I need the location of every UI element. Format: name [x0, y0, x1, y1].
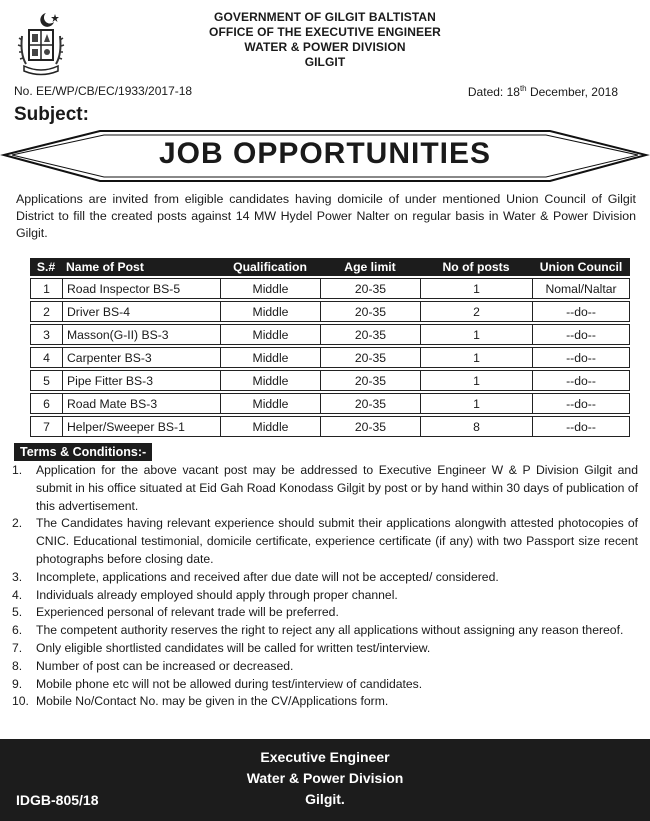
term-text: Mobile phone etc will not be allowed during test/interview of candidates. [36, 676, 423, 691]
signatory-city: Gilgit. [305, 791, 345, 807]
list-item [12, 622, 638, 640]
cell-posts: 1 [420, 370, 532, 391]
table-row [30, 393, 630, 414]
term-number: 6. [12, 623, 23, 638]
header-qualification: Qualification [220, 258, 320, 276]
posts-table [30, 256, 630, 439]
term-number: 4. [12, 587, 23, 602]
cell-age: 20-35 [320, 301, 420, 322]
date-suffix-ordinal: th [519, 84, 527, 93]
list-item [12, 604, 638, 622]
cell-union-council: --do-- [532, 393, 630, 414]
list-item [12, 515, 638, 568]
term-text: The competent authority reserves the right to reject any all applications without assigning any reason thereof. [36, 623, 624, 638]
cell-sno: 5 [30, 370, 62, 391]
header-division: WATER & POWER DIVISION [244, 40, 406, 54]
term-number: 5. [12, 605, 23, 620]
header-office: OFFICE OF THE EXECUTIVE ENGINEER [209, 25, 441, 39]
term-number: 1. [12, 463, 23, 477]
term-number: 2. [12, 516, 23, 531]
term-number: 8. [12, 658, 23, 673]
terms-list [12, 462, 638, 711]
term-text: Incomplete, applications and received after due date will not be accepted/ considered. [36, 569, 499, 584]
cell-posts: 1 [420, 324, 532, 345]
header-post: Name of Post [62, 258, 220, 276]
cell-post: Helper/Sweeper BS-1 [62, 416, 220, 437]
cell-union-council: --do-- [532, 347, 630, 368]
table-row [30, 347, 630, 368]
cell-sno: 1 [30, 278, 62, 299]
cell-sno: 3 [30, 324, 62, 345]
cell-union-council: --do-- [532, 416, 630, 437]
signatory-division: Water & Power Division [246, 770, 404, 786]
list-item [12, 462, 638, 515]
cell-union-council: --do-- [532, 370, 630, 391]
cell-sno: 6 [30, 393, 62, 414]
table-row [30, 324, 630, 345]
date-rest: December, 2018 [526, 85, 618, 99]
letterhead [0, 10, 650, 70]
header-posts: No of posts [420, 258, 532, 276]
cell-post: Masson(G-II) BS-3 [62, 324, 220, 345]
cell-qualification: Middle [220, 324, 320, 345]
cell-qualification: Middle [220, 278, 320, 299]
subject-label: Subject: [14, 104, 89, 125]
term-number: 10. [12, 694, 29, 709]
cell-qualification: Middle [220, 370, 320, 391]
list-item [12, 676, 638, 694]
cell-age: 20-35 [320, 278, 420, 299]
intro-paragraph: Applications are invited from eligible candidates having domicile of under mentioned Union Council of Gilgit District to fill the created posts against 14 MW Hydel Power Nalter on regular basis in Water & Power Division Gilgit. [16, 192, 636, 240]
table-header-row [30, 258, 630, 276]
cell-qualification: Middle [220, 301, 320, 322]
cell-posts: 1 [420, 278, 532, 299]
header-age: Age limit [320, 258, 420, 276]
cell-union-council: Nomal/Naltar [532, 278, 630, 299]
terms-heading: Terms & Conditions:- [14, 443, 152, 461]
cell-qualification: Middle [220, 416, 320, 437]
cell-sno: 7 [30, 416, 62, 437]
list-item [12, 587, 638, 605]
cell-qualification: Middle [220, 347, 320, 368]
cell-age: 20-35 [320, 416, 420, 437]
term-text: Mobile No/Contact No. may be given in the CV/Applications form. [36, 694, 389, 709]
reference-number: No. EE/WP/CB/EC/1933/2017-18 [14, 84, 193, 98]
date-line [468, 84, 618, 99]
list-item [12, 640, 638, 658]
ad-code: IDGB-805/18 [16, 792, 99, 808]
cell-qualification: Middle [220, 393, 320, 414]
list-item [12, 693, 638, 711]
table-row [30, 278, 630, 299]
cell-age: 20-35 [320, 370, 420, 391]
cell-age: 20-35 [320, 393, 420, 414]
term-number: 9. [12, 676, 23, 691]
list-item [12, 569, 638, 587]
list-item [12, 658, 638, 676]
term-text: Only eligible shortlisted candidates will be called for written test/interview. [36, 640, 431, 655]
date-prefix: Dated: 18 [467, 85, 520, 99]
cell-posts: 8 [420, 416, 532, 437]
cell-sno: 4 [30, 347, 62, 368]
cell-post: Carpenter BS-3 [62, 347, 220, 368]
term-text: The Candidates having relevant experience should submit their applications alongwith attested photocopies of CNIC. Educational testimonial, domicile certificate, experience certificate (if any) with two Passport size recent photographs before closing date. [36, 516, 638, 566]
cell-posts: 2 [420, 301, 532, 322]
signatory-title: Executive Engineer [260, 749, 390, 765]
cell-union-council: --do-- [532, 324, 630, 345]
cell-age: 20-35 [320, 324, 420, 345]
header-city: GILGIT [304, 55, 346, 69]
table-row [30, 416, 630, 437]
cell-age: 20-35 [320, 347, 420, 368]
term-text: Number of post can be increased or decreased. [36, 658, 294, 673]
table-row [30, 370, 630, 391]
header-union-council: Union Council [532, 258, 630, 276]
header-sno: S.# [30, 258, 62, 276]
table-row [30, 301, 630, 322]
cell-post: Road Mate BS-3 [62, 393, 220, 414]
cell-post: Driver BS-4 [62, 301, 220, 322]
cell-union-council: --do-- [532, 301, 630, 322]
cell-post: Pipe Fitter BS-3 [62, 370, 220, 391]
cell-sno: 2 [30, 301, 62, 322]
cell-posts: 1 [420, 347, 532, 368]
term-number: 3. [12, 569, 23, 584]
header-government: GOVERNMENT OF GILGIT BALTISTAN [214, 10, 436, 24]
term-text: Individuals already employed should apply through proper channel. [36, 587, 398, 602]
banner-title: JOB OPPORTUNITIES [158, 137, 492, 170]
cell-post: Road Inspector BS-5 [62, 278, 220, 299]
term-number: 7. [12, 640, 23, 655]
cell-posts: 1 [420, 393, 532, 414]
term-text: Application for the above vacant post may be addressed to Executive Engineer W & P Division Gilgit and submit in his office situated at Eid Gah Road Konodass Gilgit by post or by hand within 30 days of publication of this advertisement. [36, 463, 638, 513]
term-text: Experienced personal of relevant trade will be preferred. [36, 605, 339, 620]
